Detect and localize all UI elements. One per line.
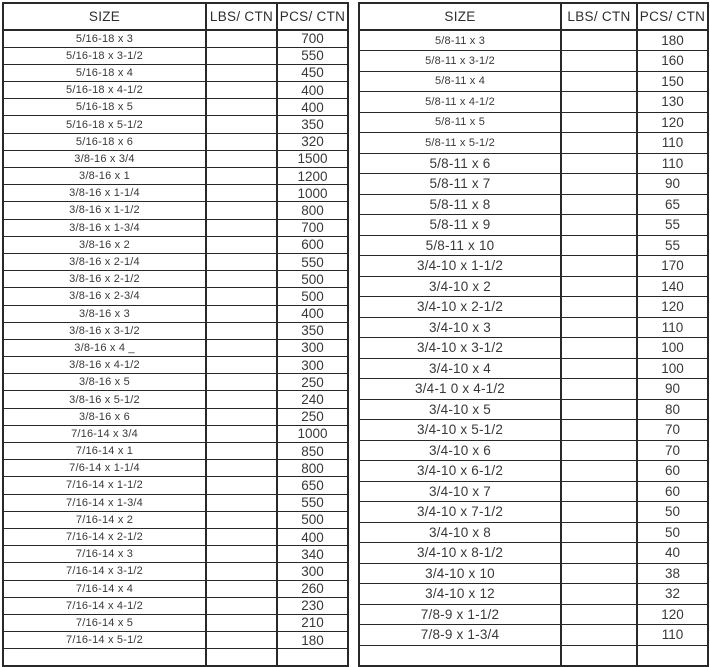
pcs-cell: 110 — [637, 625, 708, 646]
table-row — [3, 150, 348, 167]
lbs-cell — [561, 338, 637, 359]
pcs-cell: 110 — [637, 133, 708, 154]
lbs-cell — [206, 460, 277, 477]
lbs-cell — [206, 528, 277, 545]
lbs-cell — [561, 522, 637, 543]
pcs-cell: 250 — [277, 408, 348, 425]
table-row — [3, 116, 348, 133]
lbs-cell — [206, 546, 277, 563]
table-row — [359, 584, 708, 605]
pcs-cell: 55 — [637, 235, 708, 256]
size-cell: 3/4-10 x 1-1/2 — [359, 256, 561, 277]
lbs-cell — [206, 511, 277, 528]
size-column-header: SIZE — [359, 3, 561, 30]
lbs-cell — [206, 425, 277, 442]
table-row — [359, 645, 708, 666]
right-size-chart-table — [358, 2, 709, 667]
pcs-cell: 160 — [637, 51, 708, 72]
pcs-cell: 240 — [277, 391, 348, 408]
pcs-cell: 60 — [637, 461, 708, 482]
size-cell: 3/8-16 x 2-1/4 — [3, 253, 206, 270]
right-table-header — [359, 3, 708, 30]
left-table-body — [3, 30, 348, 666]
table-row — [359, 399, 708, 420]
size-cell: 7/16-14 x 1 — [3, 443, 206, 460]
size-cell: 3/4-10 x 5 — [359, 399, 561, 420]
lbs-cell — [561, 399, 637, 420]
pcs-cell: 120 — [637, 297, 708, 318]
pcs-cell: 90 — [637, 174, 708, 195]
lbs-cell — [206, 30, 277, 47]
lbs-cell — [561, 645, 637, 666]
pcs-cell: 90 — [637, 379, 708, 400]
pcs-cell: 320 — [277, 133, 348, 150]
table-row — [359, 563, 708, 584]
lbs-cell — [206, 357, 277, 374]
table-row — [3, 305, 348, 322]
lbs-cell — [561, 440, 637, 461]
lbs-cell — [206, 339, 277, 356]
pcs-cell: 550 — [277, 47, 348, 64]
table-row — [3, 477, 348, 494]
pcs-cell: 700 — [277, 30, 348, 47]
table-row — [3, 528, 348, 545]
pcs-cell: 350 — [277, 322, 348, 339]
lbs-cell — [561, 256, 637, 277]
pcs-cell: 38 — [637, 563, 708, 584]
size-cell: 3/8-16 x 5-1/2 — [3, 391, 206, 408]
size-cell: 3/8-16 x 6 — [3, 408, 206, 425]
table-row — [359, 297, 708, 318]
table-row — [3, 357, 348, 374]
table-row — [359, 276, 708, 297]
size-cell: 3/8-16 x 2-1/2 — [3, 271, 206, 288]
pcs-cell: 650 — [277, 477, 348, 494]
pcs-cell: 850 — [277, 443, 348, 460]
lbs-cell — [206, 632, 277, 649]
pcs-ctn-column-header: PCS/ CTN — [277, 3, 348, 30]
size-cell: 3/4-10 x 7 — [359, 481, 561, 502]
pcs-cell: 550 — [277, 253, 348, 270]
size-cell: 7/16-14 x 5-1/2 — [3, 632, 206, 649]
pcs-cell: 300 — [277, 563, 348, 580]
lbs-cell — [561, 481, 637, 502]
size-cell — [359, 645, 561, 666]
table-row — [359, 625, 708, 646]
pcs-cell: 550 — [277, 494, 348, 511]
size-cell: 3/8-16 x 4-1/2 — [3, 357, 206, 374]
lbs-cell — [206, 408, 277, 425]
size-cell — [3, 649, 206, 666]
size-cell: 5/16-18 x 6 — [3, 133, 206, 150]
lbs-cell — [206, 99, 277, 116]
lbs-cell — [561, 604, 637, 625]
pcs-cell: 800 — [277, 460, 348, 477]
lbs-ctn-column-header: LBS/ CTN — [206, 3, 277, 30]
pcs-cell: 60 — [637, 481, 708, 502]
table-row — [359, 522, 708, 543]
table-row — [3, 546, 348, 563]
lbs-cell — [206, 219, 277, 236]
lbs-cell — [561, 235, 637, 256]
table-row — [3, 64, 348, 81]
table-row — [359, 317, 708, 338]
size-cell: 3/4-10 x 12 — [359, 584, 561, 605]
pcs-cell: 70 — [637, 420, 708, 441]
lbs-cell — [206, 64, 277, 81]
lbs-cell — [561, 461, 637, 482]
table-row — [3, 99, 348, 116]
table-row — [359, 338, 708, 359]
lbs-cell — [561, 276, 637, 297]
table-row — [359, 235, 708, 256]
size-cell: 3/8-16 x 4 _ — [3, 339, 206, 356]
size-cell: 7/16-14 x 4 — [3, 580, 206, 597]
table-row — [3, 185, 348, 202]
pcs-cell: 170 — [637, 256, 708, 277]
table-row — [3, 82, 348, 99]
pcs-cell: 450 — [277, 64, 348, 81]
table-row — [359, 420, 708, 441]
size-cell: 5/8-11 x 6 — [359, 153, 561, 174]
lbs-cell — [206, 202, 277, 219]
pcs-cell: 80 — [637, 399, 708, 420]
size-cell: 3/8-16 x 2-3/4 — [3, 288, 206, 305]
lbs-cell — [561, 71, 637, 92]
table-row — [359, 194, 708, 215]
table-row — [359, 502, 708, 523]
pcs-cell — [277, 649, 348, 666]
pcs-cell: 110 — [637, 317, 708, 338]
size-cell: 3/8-16 x 5 — [3, 374, 206, 391]
table-row — [359, 112, 708, 133]
table-row — [359, 174, 708, 195]
size-cell: 3/4-10 x 8-1/2 — [359, 543, 561, 564]
table-row — [3, 202, 348, 219]
table-row — [359, 92, 708, 113]
lbs-cell — [206, 494, 277, 511]
size-cell: 5/16-18 x 3 — [3, 30, 206, 47]
table-row — [359, 153, 708, 174]
pcs-cell: 1000 — [277, 425, 348, 442]
size-cell: 5/8-11 x 7 — [359, 174, 561, 195]
lbs-cell — [206, 150, 277, 167]
table-row — [359, 71, 708, 92]
size-cell: 5/16-18 x 3-1/2 — [3, 47, 206, 64]
table-row — [3, 339, 348, 356]
table-row — [3, 30, 348, 47]
pcs-cell: 100 — [637, 358, 708, 379]
lbs-cell — [206, 185, 277, 202]
lbs-cell — [561, 30, 637, 51]
table-row — [3, 649, 348, 666]
size-column-header: SIZE — [3, 3, 206, 30]
table-row — [359, 358, 708, 379]
size-cell: 5/8-11 x 5-1/2 — [359, 133, 561, 154]
size-cell: 7/16-14 x 4-1/2 — [3, 597, 206, 614]
table-row — [359, 461, 708, 482]
table-row — [359, 133, 708, 154]
pcs-ctn-column-header: PCS/ CTN — [637, 3, 708, 30]
table-row — [3, 219, 348, 236]
header-row — [359, 3, 708, 30]
lbs-cell — [561, 543, 637, 564]
lbs-cell — [206, 614, 277, 631]
size-cell: 7/8-9 x 1-1/2 — [359, 604, 561, 625]
header-row — [3, 3, 348, 30]
lbs-cell — [561, 194, 637, 215]
pcs-cell: 400 — [277, 528, 348, 545]
pcs-cell: 300 — [277, 357, 348, 374]
lbs-cell — [561, 358, 637, 379]
pcs-cell: 180 — [637, 30, 708, 51]
pcs-cell: 250 — [277, 374, 348, 391]
lbs-cell — [206, 580, 277, 597]
pcs-cell: 65 — [637, 194, 708, 215]
table-row — [359, 379, 708, 400]
size-cell: 7/6-14 x 1-1/4 — [3, 460, 206, 477]
size-cell: 3/8-16 x 1-1/2 — [3, 202, 206, 219]
lbs-cell — [206, 477, 277, 494]
pcs-cell: 110 — [637, 153, 708, 174]
table-row — [359, 256, 708, 277]
table-row — [3, 133, 348, 150]
pcs-cell: 210 — [277, 614, 348, 631]
pcs-cell: 500 — [277, 271, 348, 288]
size-cell: 3/4-10 x 6-1/2 — [359, 461, 561, 482]
table-row — [3, 632, 348, 649]
pcs-cell: 150 — [637, 71, 708, 92]
table-row — [3, 374, 348, 391]
lbs-cell — [206, 253, 277, 270]
lbs-cell — [561, 317, 637, 338]
lbs-cell — [206, 116, 277, 133]
size-cell: 3/4-10 x 5-1/2 — [359, 420, 561, 441]
lbs-cell — [206, 563, 277, 580]
lbs-cell — [561, 625, 637, 646]
pcs-cell: 1200 — [277, 168, 348, 185]
pcs-cell: 500 — [277, 511, 348, 528]
table-row — [359, 215, 708, 236]
lbs-cell — [561, 153, 637, 174]
lbs-cell — [206, 391, 277, 408]
lbs-cell — [561, 584, 637, 605]
pcs-cell — [637, 645, 708, 666]
table-row — [3, 580, 348, 597]
pcs-cell: 40 — [637, 543, 708, 564]
size-cell: 7/16-14 x 1-3/4 — [3, 494, 206, 511]
pcs-cell: 400 — [277, 305, 348, 322]
size-cell: 5/8-11 x 4-1/2 — [359, 92, 561, 113]
table-row — [3, 460, 348, 477]
size-cell: 5/8-11 x 9 — [359, 215, 561, 236]
lbs-cell — [561, 420, 637, 441]
size-cell: 3/4-10 x 7-1/2 — [359, 502, 561, 523]
lbs-cell — [561, 297, 637, 318]
table-row — [359, 604, 708, 625]
size-cell: 7/16-14 x 2-1/2 — [3, 528, 206, 545]
lbs-cell — [561, 174, 637, 195]
lbs-cell — [206, 168, 277, 185]
size-cell: 7/16-14 x 3/4 — [3, 425, 206, 442]
lbs-cell — [206, 305, 277, 322]
size-cell: 5/8-11 x 3 — [359, 30, 561, 51]
size-cell: 3/4-10 x 2 — [359, 276, 561, 297]
size-cell: 7/16-14 x 3-1/2 — [3, 563, 206, 580]
pcs-cell: 50 — [637, 502, 708, 523]
table-row — [3, 408, 348, 425]
size-cell: 5/8-11 x 4 — [359, 71, 561, 92]
size-cell: 3/8-16 x 3-1/2 — [3, 322, 206, 339]
lbs-cell — [206, 288, 277, 305]
pcs-cell: 500 — [277, 288, 348, 305]
lbs-cell — [561, 563, 637, 584]
size-cell: 5/8-11 x 5 — [359, 112, 561, 133]
size-cell: 3/4-10 x 4 — [359, 358, 561, 379]
pcs-cell: 180 — [277, 632, 348, 649]
table-row — [359, 30, 708, 51]
table-row — [359, 51, 708, 72]
lbs-cell — [206, 597, 277, 614]
lbs-cell — [206, 47, 277, 64]
pcs-cell: 400 — [277, 82, 348, 99]
pcs-cell: 260 — [277, 580, 348, 597]
table-row — [3, 391, 348, 408]
size-cell: 5/8-11 x 3-1/2 — [359, 51, 561, 72]
pcs-cell: 800 — [277, 202, 348, 219]
lbs-cell — [206, 236, 277, 253]
lbs-cell — [561, 215, 637, 236]
lbs-cell — [561, 112, 637, 133]
lbs-cell — [206, 374, 277, 391]
lbs-cell — [206, 271, 277, 288]
pcs-cell: 340 — [277, 546, 348, 563]
size-cell: 5/16-18 x 4-1/2 — [3, 82, 206, 99]
lbs-cell — [561, 92, 637, 113]
size-cell: 3/4-10 x 6 — [359, 440, 561, 461]
size-cell: 7/16-14 x 5 — [3, 614, 206, 631]
size-cell: 3/4-10 x 10 — [359, 563, 561, 584]
table-row — [3, 614, 348, 631]
pcs-cell: 700 — [277, 219, 348, 236]
table-row — [3, 443, 348, 460]
table-row — [3, 494, 348, 511]
lbs-cell — [561, 502, 637, 523]
size-cell: 7/8-9 x 1-3/4 — [359, 625, 561, 646]
pcs-cell: 230 — [277, 597, 348, 614]
pcs-cell: 300 — [277, 339, 348, 356]
left-table-header — [3, 3, 348, 30]
pcs-cell: 70 — [637, 440, 708, 461]
pcs-cell: 120 — [637, 112, 708, 133]
size-cell: 3/4-1 0 x 4-1/2 — [359, 379, 561, 400]
pcs-cell: 55 — [637, 215, 708, 236]
table-row — [3, 425, 348, 442]
right-table-body — [359, 30, 708, 666]
table-row — [3, 253, 348, 270]
size-cell: 3/8-16 x 1-3/4 — [3, 219, 206, 236]
size-cell: 3/8-16 x 2 — [3, 236, 206, 253]
lbs-cell — [206, 443, 277, 460]
table-row — [359, 543, 708, 564]
table-row — [3, 597, 348, 614]
size-cell: 5/16-18 x 4 — [3, 64, 206, 81]
lbs-cell — [206, 322, 277, 339]
size-cell: 3/4-10 x 3-1/2 — [359, 338, 561, 359]
pcs-cell: 50 — [637, 522, 708, 543]
lbs-cell — [206, 82, 277, 99]
pcs-cell: 1000 — [277, 185, 348, 202]
pcs-cell: 1500 — [277, 150, 348, 167]
table-row — [3, 271, 348, 288]
table-row — [3, 47, 348, 64]
pcs-cell: 400 — [277, 99, 348, 116]
lbs-cell — [561, 379, 637, 400]
size-cell: 5/8-11 x 10 — [359, 235, 561, 256]
size-cell: 3/8-16 x 3/4 — [3, 150, 206, 167]
pcs-cell: 140 — [637, 276, 708, 297]
left-size-chart-table — [2, 2, 349, 667]
table-row — [3, 563, 348, 580]
table-row — [3, 322, 348, 339]
table-row — [359, 440, 708, 461]
table-row — [359, 481, 708, 502]
pcs-cell: 130 — [637, 92, 708, 113]
size-cell: 3/8-16 x 1 — [3, 168, 206, 185]
table-row — [3, 236, 348, 253]
size-cell: 7/16-14 x 1-1/2 — [3, 477, 206, 494]
pcs-cell: 120 — [637, 604, 708, 625]
table-row — [3, 288, 348, 305]
size-cell: 5/8-11 x 8 — [359, 194, 561, 215]
lbs-ctn-column-header: LBS/ CTN — [561, 3, 637, 30]
pcs-cell: 32 — [637, 584, 708, 605]
size-cell: 3/4-10 x 3 — [359, 317, 561, 338]
size-cell: 3/4-10 x 8 — [359, 522, 561, 543]
size-cell: 5/16-18 x 5 — [3, 99, 206, 116]
lbs-cell — [561, 51, 637, 72]
lbs-cell — [206, 133, 277, 150]
pcs-cell: 600 — [277, 236, 348, 253]
size-cell: 3/4-10 x 2-1/2 — [359, 297, 561, 318]
size-cell: 3/8-16 x 3 — [3, 305, 206, 322]
table-row — [3, 168, 348, 185]
pcs-cell: 350 — [277, 116, 348, 133]
size-cell: 3/8-16 x 1-1/4 — [3, 185, 206, 202]
size-cell: 7/16-14 x 3 — [3, 546, 206, 563]
size-cell: 7/16-14 x 2 — [3, 511, 206, 528]
size-cell: 5/16-18 x 5-1/2 — [3, 116, 206, 133]
table-row — [3, 511, 348, 528]
lbs-cell — [561, 133, 637, 154]
lbs-cell — [206, 649, 277, 666]
pcs-cell: 100 — [637, 338, 708, 359]
